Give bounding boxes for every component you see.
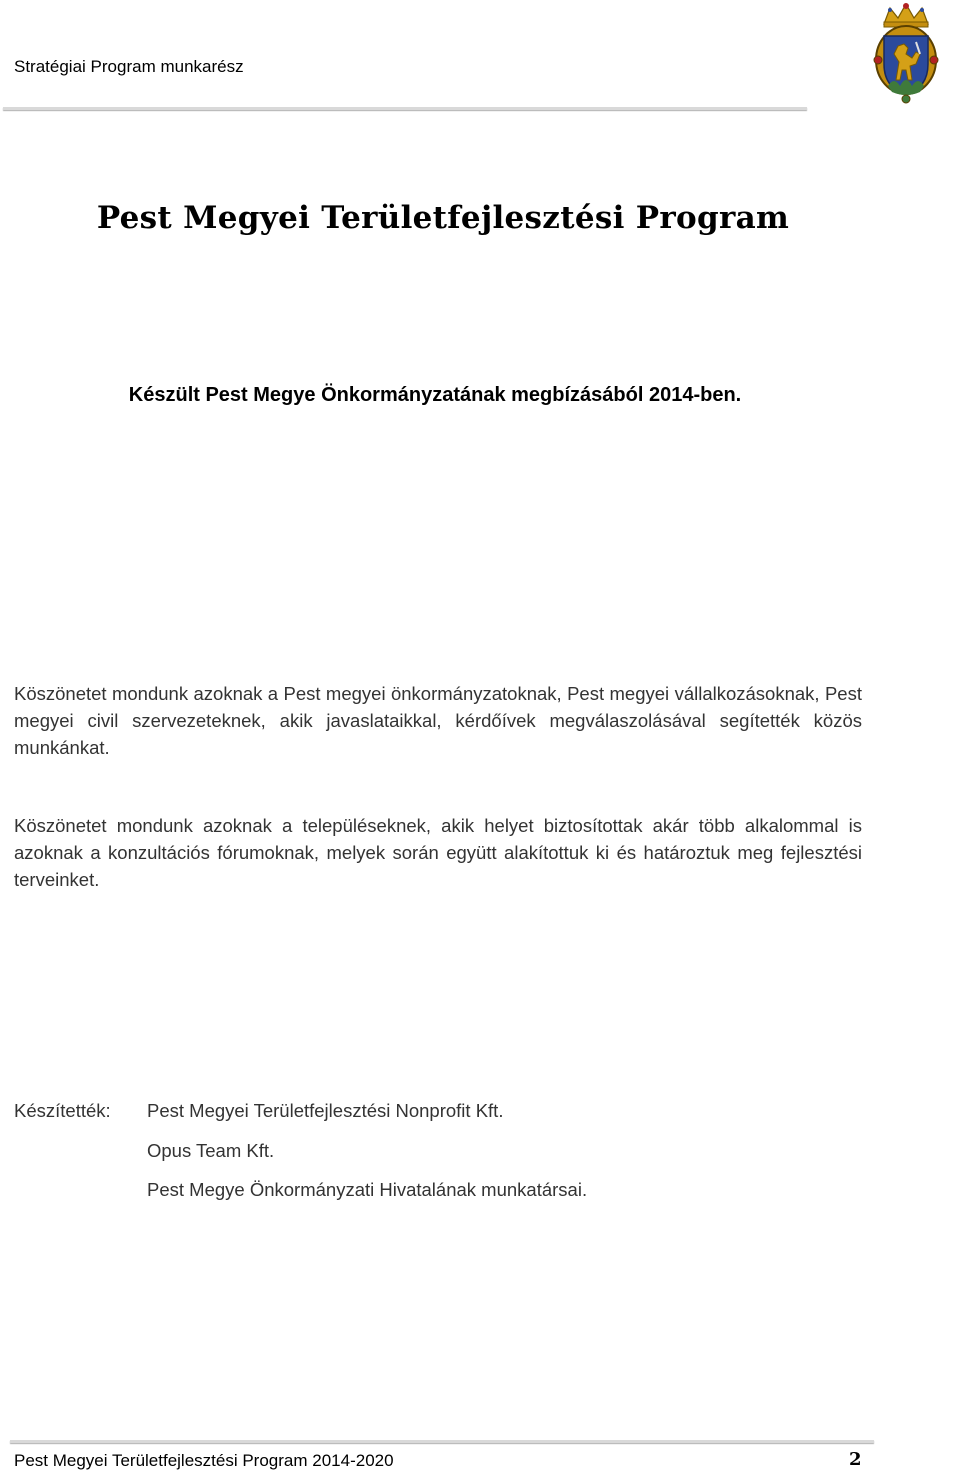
credits-item: Pest Megyei Területfejlesztési Nonprofit Kft.: [147, 1100, 504, 1121]
commission-statement: Készült Pest Megye Önkormányzatának megbízásából 2014-ben.: [128, 384, 742, 406]
credits-item: Opus Team Kft.: [147, 1139, 275, 1161]
page-number: 2: [849, 1449, 862, 1470]
header-divider: [3, 107, 807, 110]
footer-divider: [10, 1440, 874, 1443]
coat-of-arms-icon: [866, 2, 946, 106]
document-title: Pest Megyei Területfejlesztési Program: [96, 200, 790, 236]
credits-label: Készítették:: [14, 1100, 111, 1121]
credits-item: Pest Megye Önkormányzati Hivatalának munkatársai.: [147, 1179, 588, 1200]
running-header: Stratégiai Program munkarész: [14, 57, 244, 76]
acknowledgement-paragraph-1: Köszönetet mondunk azoknak a Pest megyei önkormányzatoknak, Pest megyei vállalkozásoknak, Pest megyei civil szervezeteknek, akik javaslataikkal, kérdőívek megválaszolásával segítették közös munkánkat.: [14, 683, 862, 758]
acknowledgement-paragraph-2: Köszönetet mondunk azoknak a településeknek, akik helyet biztosítottak akár több alkalommal is azoknak a konzultációs fórumoknak, melyek során együtt alakítottuk ki és határoztuk meg fejlesztési terveinket.: [14, 815, 862, 890]
credits-list: [147, 1100, 587, 1219]
footer-title: Pest Megyei Területfejlesztési Program 2014-2020: [14, 1451, 394, 1470]
